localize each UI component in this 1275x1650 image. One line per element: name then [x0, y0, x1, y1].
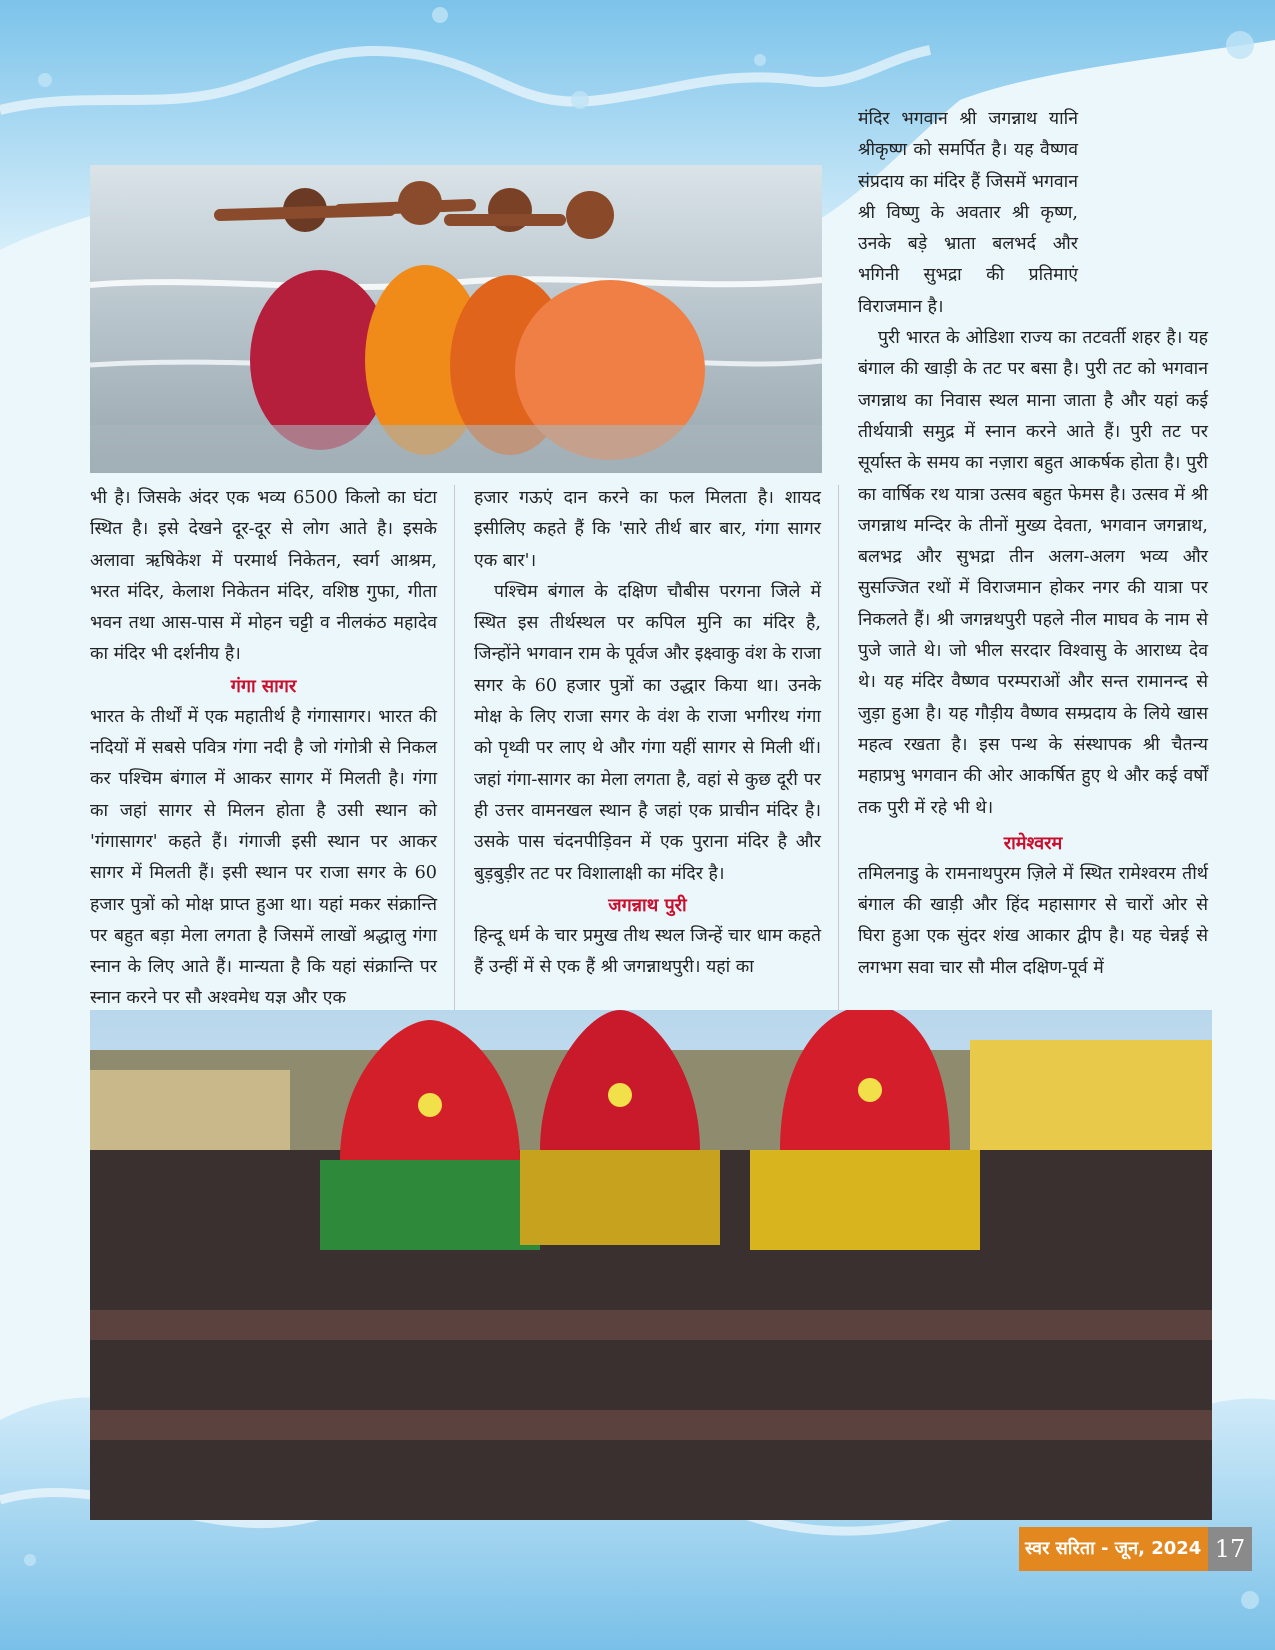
column-divider	[454, 485, 455, 1010]
article-paragraph: भारत के तीर्थों में एक महातीर्थ है गंगासागर। भारत की नदियों में सबसे पवित्र गंगा नदी है जो गंगोत्री से निकल कर पश्चिम बंगाल में आकर सागर में मिलती है। गंगा का जहां सागर से मिलन होता है उसी स्थान को 'गंगासागर' कहते हैं। गंगाजी इसी स्थान पर आकर सागर में मिलती हैं। इसी स्थान पर राजा सगर के 60 हजार पुत्रों को मोक्ष प्राप्त हुआ था। यहां मकर संक्रान्ति पर बहुत बड़ा मेला लगता है जिसमें लाखों श्रद्धालु गंगा स्नान के लिए आते हैं। मान्यता है कि यहां संक्रान्ति पर स्नान करने पर सौ अश्वमेध यज्ञ और एक	[90, 706, 437, 1009]
article-paragraph: पुरी भारत के ओडिशा राज्य का तटवर्ती शहर है। यह बंगाल की खाड़ी के तट पर बसा है। पुरी तट को भगवान जगन्नाथ का निवास स्थल माना जाता है और यहां कई तीर्थयात्री समुद्र में स्नान करने आते हैं। पुरी तट पर सूर्यास्त के समय का नज़ारा बहुत आकर्षक होता है। पुरी का वार्षिक रथ यात्रा उत्सव बहुत फेमस है। उत्सव में श्री जगन्नाथ मन्दिर के तीनों मुख्य देवता, भगवान जगन्नाथ, बलभद्र और सुभद्रा तीन अलग-अलग भव्य और सुसज्जित रथों में विराजमान होकर नगर की यात्रा पर निकलते हैं। श्री जगन्नथपुरी पहले नील माघव के नाम से पुजे जाते थे। जो भील सरदार विश्वासु के आराध्य देव थे। यह मंदिर वैष्णव परम्पराओं और सन्त रामानन्द से जुड़ा हुआ है। यह गौड़ीय वैष्णव सम्प्रदाय के लिये खास महत्व रखता है। इस पन्थ के संस्थापक श्री चैतन्य महाप्रभु भगवान की ओर आकर्षित हुए थे और कई वर्षों तक पुरी में रहे भी थे।	[858, 328, 1208, 818]
article-paragraph: हजार गऊएं दान करने का फल मिलता है। शायद इसीलिए कहते हैं कि 'सारे तीर्थ बार बार, गंगा सागर एक बार'।	[474, 488, 821, 571]
article-paragraph: भी है। जिसके अंदर एक भव्य 6500 किलो का घंटा स्थित है। इसे देखने दूर-दूर से लोग आते है। इसके अलावा ऋषिकेश में परमार्थ निकेतन, स्वर्ग आश्रम, भरत मंदिर, केलाश निकेतन मंदिर, वशिष्ठ गुफा, गीता भवन तथा आस-पास में मोहन चट्टी व नीलकंठ महादेव का मंदिर भी दर्शनीय है।	[90, 488, 437, 665]
section-heading-ganga-sagar: गंगा सागर	[230, 675, 297, 697]
article-paragraph: तमिलनाडु के रामनाथपुरम ज़िले में स्थित रामेश्वरम तीर्थ बंगाल की खाड़ी और हिंद महासागर से चारों ओर से घिरा हुआ एक सुंदर शंख आकार द्वीप है। यह चेन्नई से लगभग सवा चार सौ मील दक्षिण-पूर्व में	[858, 863, 1208, 978]
article-column-left	[90, 483, 437, 1015]
article-paragraph: पश्चिम बंगाल के दक्षिण चौबीस परगना जिले में स्थित इस तीर्थस्थल पर कपिल मुनि का मंदिर है, जिन्होंने भगवान राम के पूर्वज और इक्ष्वाकु वंश के राजा सगर के 60 हजार पुत्रों का उद्धार किया था। उनके मोक्ष के लिए राजा सगर के वंश के राजा भगीरथ गंगा को पृथ्वी पर लाए थे और गंगा यहीं सागर से मिली थीं। जहां गंगा-सागर का मेला लगता है, वहां से कुछ दूरी पर ही उत्तर वामनखल स्थान है जहां एक प्राचीन मंदिर है। उसके पास चंदनपीड़िवन में एक पुराना मंदिर है और बुड़बुड़ीर तट पर विशालाक्षी का मंदिर है।	[474, 581, 821, 884]
article-column-middle	[474, 483, 821, 983]
article-paragraph: हिन्दू धर्म के चार प्रमुख तीथ स्थल जिन्हें चार धाम कहते हैं उन्हीं में से एक हैं श्री जगन्नाथपुरी। यहां का	[474, 925, 821, 978]
article-paragraph: मंदिर भगवान श्री जगन्नाथ यानि श्रीकृष्ण को समर्पित है। यह वैष्णव संप्रदाय का मंदिर हैं जिसमें भगवान श्री विष्णु के अवतार श्री कृष्ण, उनके बड़े भ्राता बलभर्द और भगिनी सुभद्रा की प्रतिमाएं विराजमान है।	[858, 109, 1078, 317]
column-divider	[838, 485, 839, 1010]
magazine-issue-label: स्वर सरिता - जून, 2024	[1025, 1538, 1202, 1559]
ganga-sagar-photo	[90, 165, 822, 473]
article-column-top-right	[858, 104, 1208, 984]
page-number: 17	[1208, 1527, 1252, 1571]
section-heading-rameshwaram: रामेश्वरम	[1003, 832, 1063, 854]
rath-yatra-photo	[90, 1010, 1212, 1520]
section-heading-jagannath-puri: जगन्नाथ पुरी	[608, 894, 687, 916]
